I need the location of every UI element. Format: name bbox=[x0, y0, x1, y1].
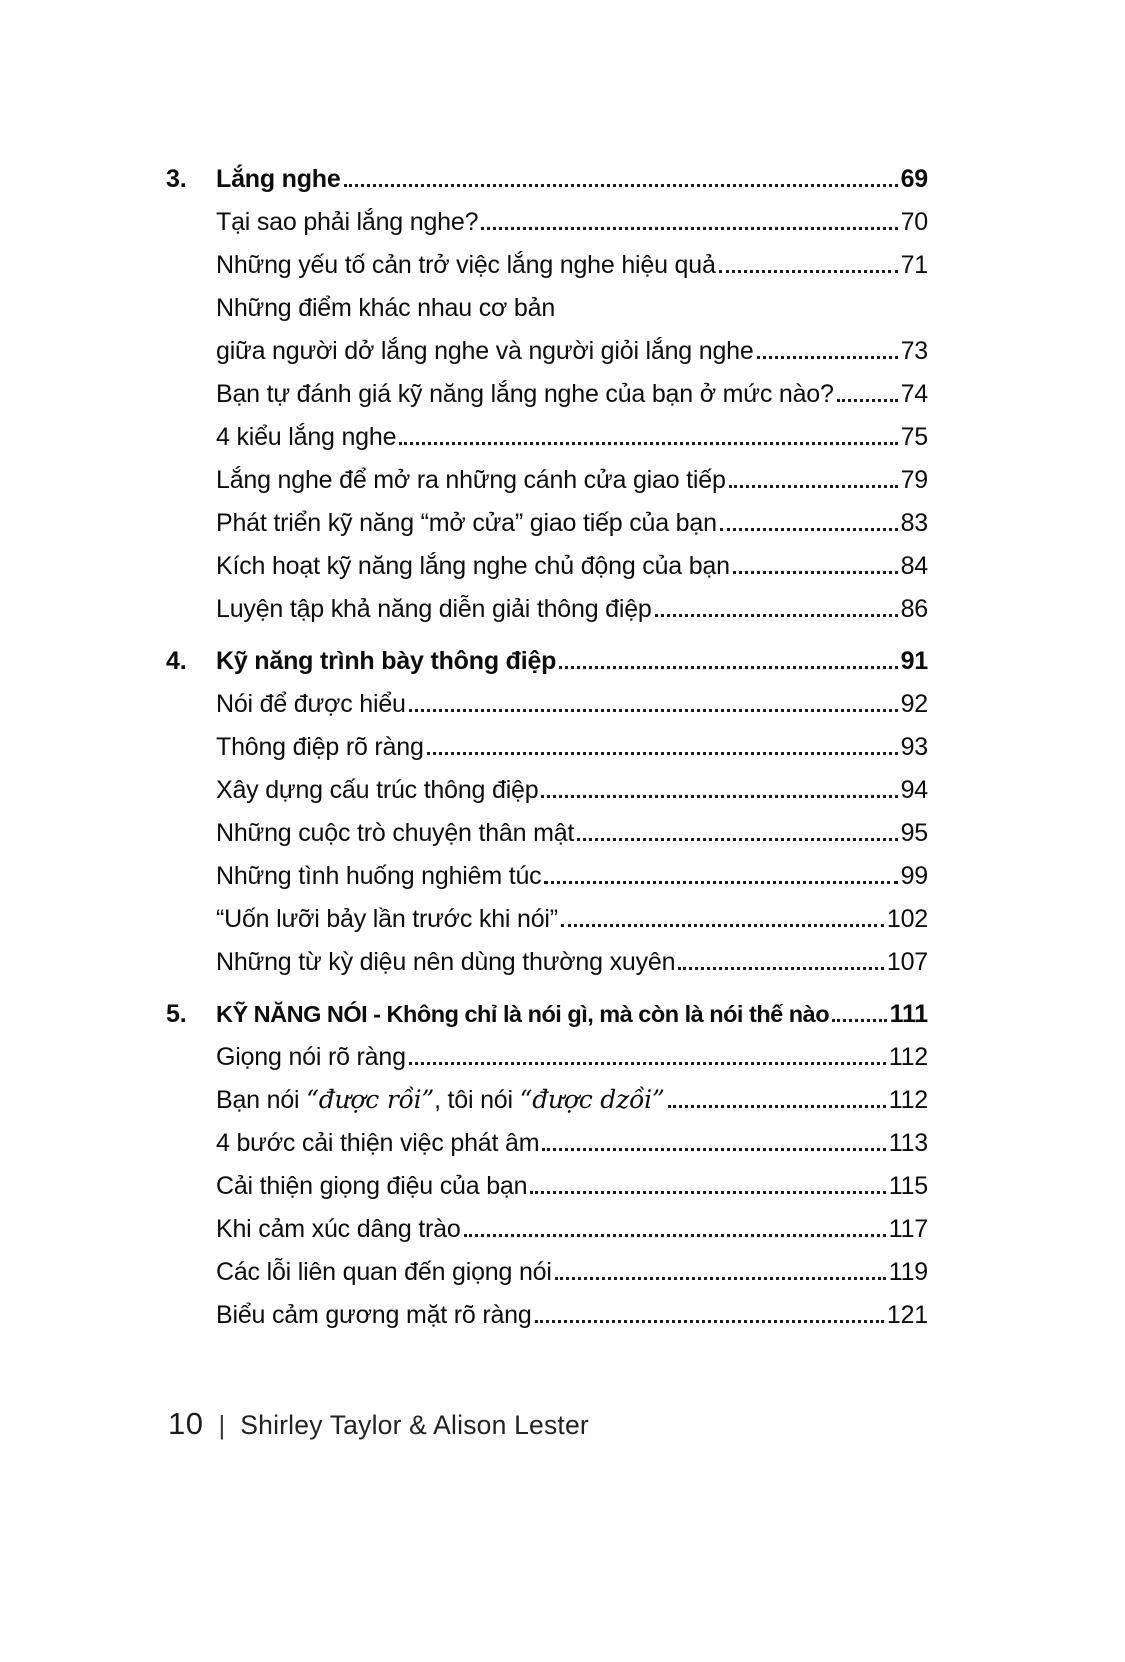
dot-leader bbox=[542, 1148, 885, 1151]
toc-entry bbox=[166, 1298, 928, 1332]
dot-leader bbox=[668, 1105, 886, 1108]
dot-leader bbox=[719, 270, 898, 273]
toc-entry bbox=[166, 859, 928, 893]
toc-entry-label: Những điểm khác nhau cơ bản bbox=[216, 294, 556, 322]
toc-entry-label bbox=[216, 1083, 665, 1117]
toc-entry bbox=[166, 248, 928, 282]
toc-entry-italic-text: “được dzồi” bbox=[519, 1085, 665, 1114]
toc-entry-page: 71 bbox=[900, 251, 928, 279]
toc-entry bbox=[166, 1212, 928, 1246]
dot-leader bbox=[832, 1019, 887, 1022]
dot-leader bbox=[530, 1191, 885, 1194]
toc-section-title: Lắng nghe bbox=[216, 165, 341, 193]
toc-entry-label: Xây dựng cấu trúc thông điệp bbox=[216, 776, 539, 804]
toc-entry-label: Bạn tự đánh giá kỹ năng lắng nghe của bạn ở mức nào? bbox=[216, 380, 834, 408]
toc-entry-page: 102 bbox=[886, 905, 928, 933]
toc-entry-page: 86 bbox=[900, 595, 928, 623]
toc-entry bbox=[166, 1126, 928, 1160]
toc-entry-page: 117 bbox=[888, 1215, 928, 1243]
toc-entry-label: Nói để được hiểu bbox=[216, 690, 406, 718]
toc-section-number: 5. bbox=[166, 1000, 187, 1028]
dot-leader bbox=[837, 399, 898, 402]
toc-entry bbox=[166, 420, 928, 454]
toc-entry-label: Phát triển kỹ năng “mở cửa” giao tiếp của bạn bbox=[216, 509, 717, 537]
dot-leader bbox=[577, 838, 897, 841]
dot-leader bbox=[409, 709, 898, 712]
toc-entry bbox=[166, 334, 928, 368]
toc-entry bbox=[166, 730, 928, 764]
toc-entry bbox=[166, 463, 928, 497]
toc-section-heading bbox=[166, 162, 928, 196]
dot-leader bbox=[409, 1062, 886, 1065]
toc-entry-label: Các lỗi liên quan đến giọng nói bbox=[216, 1258, 552, 1286]
toc-entry-page: 115 bbox=[888, 1172, 928, 1200]
toc-entry-label: “Uốn lưỡi bảy lần trước khi nói” bbox=[216, 905, 558, 933]
toc-entry-label: Những yếu tố cản trở việc lắng nghe hiệu quả bbox=[216, 251, 716, 279]
toc-entry-label: Khi cảm xúc dâng trào bbox=[216, 1215, 461, 1243]
toc-section-page: 111 bbox=[889, 1000, 928, 1028]
toc-entry bbox=[166, 773, 928, 807]
toc-section-number: 3. bbox=[166, 165, 187, 193]
dot-leader bbox=[729, 485, 898, 488]
toc-entry-page: 83 bbox=[900, 509, 928, 537]
toc-entry bbox=[166, 377, 928, 411]
dot-leader bbox=[655, 614, 898, 617]
toc-entry-label: Những cuộc trò chuyện thân mật bbox=[216, 819, 575, 847]
dot-leader bbox=[733, 571, 898, 574]
dot-leader bbox=[464, 1234, 886, 1237]
page-footer bbox=[168, 1406, 589, 1442]
dot-leader bbox=[344, 184, 898, 187]
toc-entry-page: 92 bbox=[900, 690, 928, 718]
toc-entry-page: 94 bbox=[900, 776, 928, 804]
toc-entry-label: Tại sao phải lắng nghe? bbox=[216, 208, 479, 236]
dot-leader bbox=[720, 528, 898, 531]
toc-entry bbox=[166, 506, 928, 540]
dot-leader bbox=[678, 967, 884, 970]
toc-entry bbox=[166, 1040, 928, 1074]
toc-entry-label: Những tình huống nghiêm túc bbox=[216, 862, 542, 890]
footer-separator: | bbox=[218, 1410, 226, 1440]
toc-entry bbox=[166, 902, 928, 936]
dot-leader bbox=[555, 1277, 886, 1280]
toc-entry-page: 93 bbox=[900, 733, 928, 761]
dot-leader bbox=[559, 666, 897, 669]
toc-entry-label: 4 kiểu lắng nghe bbox=[216, 423, 397, 451]
dot-leader bbox=[481, 227, 897, 230]
toc-entry bbox=[166, 945, 928, 979]
footer-authors: Shirley Taylor & Alison Lester bbox=[240, 1410, 589, 1440]
dot-leader bbox=[544, 881, 897, 884]
dot-leader bbox=[535, 1320, 884, 1323]
toc-section-title: KỸ NĂNG NÓI - Không chỉ là nói gì, mà còn là nói thế nào bbox=[216, 1001, 830, 1027]
toc-entry-page: 121 bbox=[886, 1301, 928, 1329]
toc-entry-label: Lắng nghe để mở ra những cánh cửa giao tiếp bbox=[216, 466, 726, 494]
toc-entry-page: 73 bbox=[900, 337, 928, 365]
toc-section-heading bbox=[166, 997, 928, 1031]
toc-entry-label: Thông điệp rõ ràng bbox=[216, 733, 424, 761]
toc-section-title: Kỹ năng trình bày thông điệp bbox=[216, 647, 557, 675]
toc-entry-page: 70 bbox=[900, 208, 928, 236]
dot-leader bbox=[427, 752, 898, 755]
toc-entry bbox=[166, 1083, 928, 1117]
toc-entry-text: Bạn nói bbox=[216, 1086, 307, 1114]
dot-leader bbox=[541, 795, 897, 798]
toc-entry bbox=[166, 205, 928, 239]
toc-entry-text: , tôi nói bbox=[434, 1086, 520, 1114]
toc-entry bbox=[166, 549, 928, 583]
toc-section-heading bbox=[166, 644, 928, 678]
toc-entry-label: Những từ kỳ diệu nên dùng thường xuyên bbox=[216, 948, 676, 976]
toc-entry-wrapped-line bbox=[166, 291, 928, 325]
toc-entry-page: 99 bbox=[900, 862, 928, 890]
table-of-contents bbox=[166, 162, 928, 1341]
dot-leader bbox=[561, 924, 884, 927]
toc-entry-label: Biểu cảm gương mặt rõ ràng bbox=[216, 1301, 532, 1329]
toc-entry-italic-text: “được rồi” bbox=[306, 1085, 435, 1114]
toc-entry-page: 113 bbox=[888, 1129, 928, 1157]
toc-section-page: 91 bbox=[900, 647, 928, 675]
toc-entry-label: Luyện tập khả năng diễn giải thông điệp bbox=[216, 595, 652, 623]
toc-entry-label: Giọng nói rõ ràng bbox=[216, 1043, 406, 1071]
toc-section-page: 69 bbox=[900, 165, 928, 193]
toc-entry-page: 112 bbox=[888, 1043, 928, 1071]
toc-entry-page: 119 bbox=[888, 1258, 928, 1286]
toc-entry bbox=[166, 1169, 928, 1203]
toc-section-number: 4. bbox=[166, 647, 187, 675]
toc-entry-label: Kích hoạt kỹ năng lắng nghe chủ động của bạn bbox=[216, 552, 730, 580]
toc-entry bbox=[166, 1255, 928, 1289]
toc-entry-page: 84 bbox=[900, 552, 928, 580]
toc-entry-page: 74 bbox=[900, 380, 928, 408]
toc-entry bbox=[166, 816, 928, 850]
toc-entry-page: 112 bbox=[888, 1086, 928, 1114]
toc-entry-page: 107 bbox=[886, 948, 928, 976]
toc-entry bbox=[166, 687, 928, 721]
dot-leader bbox=[399, 442, 897, 445]
toc-entry-page: 79 bbox=[900, 466, 928, 494]
footer-page-number: 10 bbox=[168, 1406, 204, 1441]
toc-entry-label: 4 bước cải thiện việc phát âm bbox=[216, 1129, 540, 1157]
dot-leader bbox=[757, 356, 898, 359]
toc-entry-page: 75 bbox=[900, 423, 928, 451]
toc-entry-label: giữa người dở lắng nghe và người giỏi lắng nghe bbox=[216, 337, 754, 365]
toc-entry bbox=[166, 592, 928, 626]
toc-entry-label: Cải thiện giọng điệu của bạn bbox=[216, 1172, 528, 1200]
toc-entry-page: 95 bbox=[900, 819, 928, 847]
